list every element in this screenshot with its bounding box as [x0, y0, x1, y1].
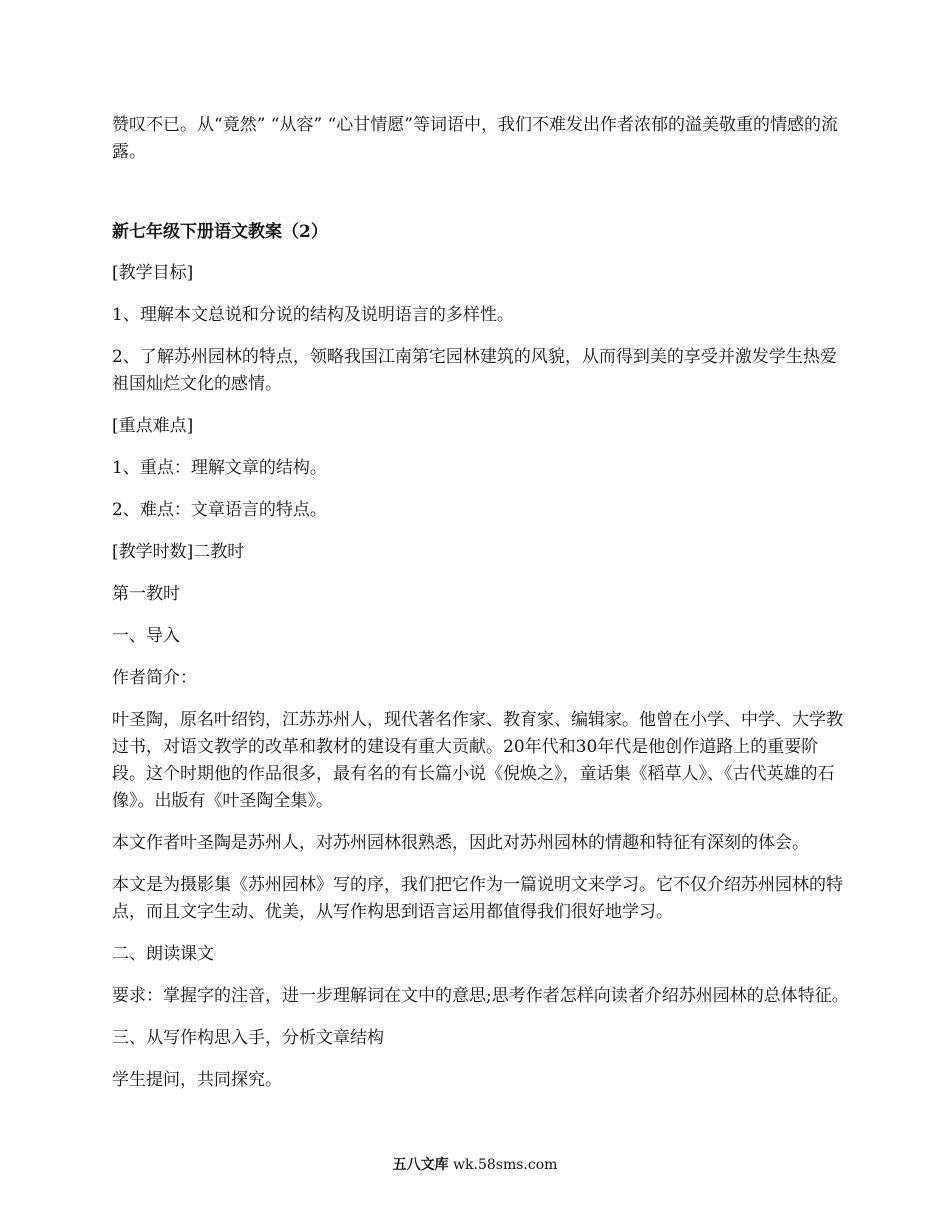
paragraph-student-questions: 学生提问，共同探究。: [112, 1070, 282, 1090]
paragraph-key-points-label: [重点难点]: [112, 416, 194, 436]
section-title: 新七年级下册语文教案（2）: [112, 222, 328, 242]
paragraph-difficulty: 2、难点：文章语言的特点。: [112, 500, 327, 520]
paragraph-first-lesson: 第一教时: [112, 584, 180, 604]
footer-brand: 五八文库: [392, 1157, 449, 1173]
paragraph-key-point: 1、重点：理解文章的结构。: [112, 458, 327, 478]
intro-paragraph: 赞叹不已。从“竟然” “从容” “心甘情愿”等词语中，我们不难发出作者浓郁的溢美敬重的情感的流露。: [112, 115, 838, 162]
paragraph-teaching-goals-label: [教学目标]: [112, 263, 194, 283]
paragraph-goal-2: 2、了解苏州园林的特点，领略我国江南第宅园林建筑的风貌，从而得到美的享受并激发学生热爱祖国灿烂文化的感情。: [112, 347, 837, 394]
paragraph-requirements: 要求：掌握字的注音，进一步理解词在文中的意思;思考作者怎样向读者介绍苏州园林的总体特征。: [112, 986, 849, 1006]
paragraph-preface: 本文是为摄影集《苏州园林》写的序，我们把它作为一篇说明文来学习。它不仅介绍苏州园林的特点，而且文字生动、优美，从写作构思到语言运用都值得我们很好地学习。: [112, 875, 843, 922]
footer-url: wk.58sms.com: [453, 1157, 558, 1173]
paragraph-introduction: 一、导入: [112, 626, 180, 646]
paragraph-structure-analysis: 三、从写作构思入手，分析文章结构: [112, 1028, 384, 1048]
document-body: [112, 112, 852, 1109]
paragraph-author-suzhou: 本文作者叶圣陶是苏州人，对苏州园林很熟悉，因此对苏州园林的情趣和特征有深刻的体会。: [112, 833, 809, 853]
paragraph-author-bio: 叶圣陶，原名叶绍钧，江苏苏州人，现代著名作家、教育家、编辑家。他曾在小学、中学、大学教过书，对语文教学的改革和教材的建设有重大贡献。20年代和30年代是他创作道路上的重要阶段。这个时期他的作品很多，最有名的有长篇小说《倪焕之》，童话集《稻草人》、《古代英雄的石像》。出版有《叶圣陶全集》。: [112, 710, 843, 811]
paragraph-class-hours: [教学时数]二教时: [112, 542, 245, 562]
section-gap: [112, 181, 852, 219]
paragraph-goal-1: 1、理解本文总说和分说的结构及说明语言的多样性。: [112, 305, 514, 325]
paragraph-author-intro-label: 作者简介：: [112, 668, 197, 688]
paragraph-reading: 二、朗读课文: [112, 944, 214, 964]
page-footer: [0, 1155, 950, 1175]
